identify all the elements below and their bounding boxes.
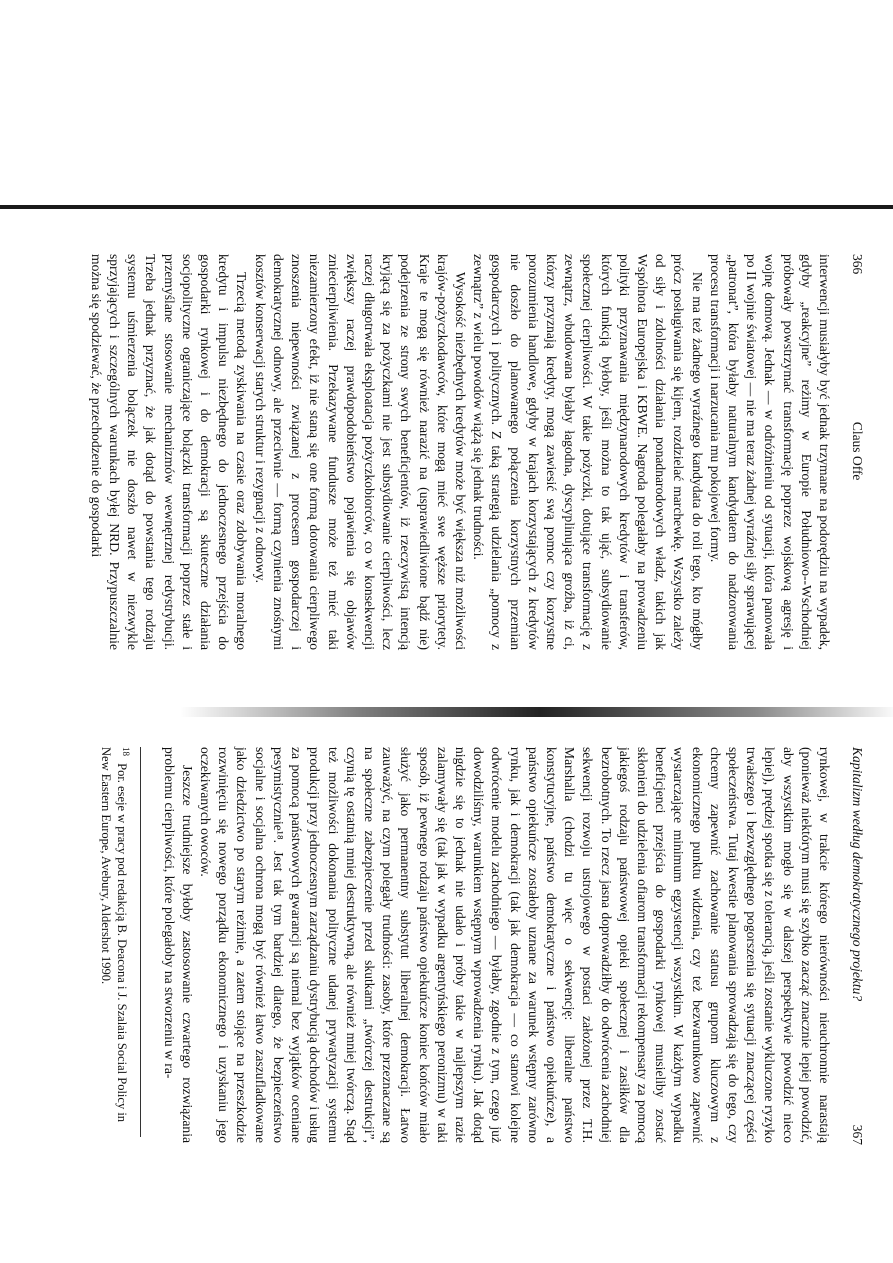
running-head: Claus Offe xyxy=(850,421,865,481)
body-text xyxy=(159,723,833,1163)
footnote-text: Por. eseje w pracy pod redakcją B. Deacona i J. Szalaia Social Policy in New Eastern Europe, Avebury, Aldershot 1990. xyxy=(99,747,130,1123)
paragraph: interwencji musiałyby być jednak trzymane na podorędziu na wypadek, gdyby „reakcyjne” reżimy w Europie Południowo--Wschodniej próbowały powstrzymać transformację poprzez wojskową agresję i wojnę domową. Jednak — w odróżnieniu od sytuacji, która panowała po II wojnie światowej — nie ma teraz żadnej wyraźnej siły sprawującej „patronat”, która byłaby naturalnym kandydatem do nadzorowania procesu transformacji i narzucania mu pokojowej formy. xyxy=(707,254,832,650)
paragraph: Jeszcze trudniejsze byłoby zastosowanie czwartego rozwiązania problemu cierpliwości, które polegałoby na stworzeniu w ra- xyxy=(161,747,195,1143)
paragraph: Trzecią metodą zyskiwania na czasie oraz zdobywania moralnego kredytu i impulsu niezbędnego do jednoczesnego przejścia do gospodarki rynkowej i do demokracji są skuteczne działania socjopolityczne ograniczające bolączki transformacji poprzez stałe i przemyślane stosowanie mechanizmów wewnętrznej redystrybucji. Trzeba jednak przyznać, że jak dotąd do powstania tego rodzaju systemu uśmierzenia bolączek nie doszło nawet w niezwykle sprzyjających i szczególnych warunkach byłej NRD. Przypuszczalnie można się spodziewać, że przechodzenie do gospodarki xyxy=(88,254,250,650)
paragraph: Wysokość niezbędnych kredytów może być większa niż możliwości krajów-pożyczkodawców, które mogą mieć swe węższe priorytety. Kraje te mogą się również narazić na (usprawiedliwione bądź nie) podejrzenia ze strony swych beneficjentów, iż rzeczywistą intencją kryjącą się za pożyczkami nie jest subsydiowanie cierpliwości, lecz raczej długotrwała eksploatacja pożyczkobiorców, co w konsekwencji zwiększy raczej prawdopodobieństwo pojawienia się objawów zniecierpliwienia. Przekazywane fundusze może też mieć taki niezamierzony efekt, iż nie staną się one formą dotowania cierpliwego znoszenia niepewności związanej z procesem gospodarczej i demokratycznej odnowy, ale przeciwnie — formą czynienia znośnymi kosztów konserwacji starych struktur i rezygnacji z odnowy. xyxy=(252,254,468,650)
page-367 xyxy=(65,723,865,1163)
gutter-shadow xyxy=(180,707,893,717)
page-number: 367 xyxy=(850,1124,865,1145)
footnote-mark: 18 xyxy=(121,747,132,756)
page-header xyxy=(843,723,865,1163)
running-head: Kapitalizm według demokratycznego projektu? xyxy=(850,747,865,1002)
footnote xyxy=(98,747,141,1137)
body-text xyxy=(87,230,833,670)
paragraph: Nie ma też żadnego wyraźnego kandydata do roli tego, kto mógłby prócz posługiwania się kijem, rozdzielać marchewkę. Wszystko zależy od siły i zdolności działania ponadnarodowych władz, takich jak Wspólnota Europejska i KBWE. Nagroda polegałaby na prowadzeniu polityki przyznawania międzynarodowych kredytów i transferów, których funkcją byłoby, jeśli można to tak ująć, subsydiowanie społecznej cierpliwości. W takie pożyczki, dotujące transformację z zewnątrz, wbudowana byłaby łagodna, dyscyplinująca groźba, iż ci, którzy przyznają kredyty, mogą zawiesić swą pomoc czy korzystne porozumienia handlowe, gdyby w krajach korzystających z kredytów nie doszło do planowanego połączenia korzystnych przemian gospodarczych i politycznych. Z taką strategią udzielania „pomocy z zewnątrz” z wielu powodów wiążą się jednak trudności. xyxy=(471,254,705,650)
page-366 xyxy=(65,230,865,670)
page-number: 366 xyxy=(850,254,865,275)
scan-edge-line xyxy=(0,205,893,209)
page-header xyxy=(843,230,865,670)
paragraph: rynkowej, w trakcie którego nierówności nieuchronnie narastają (ponieważ niektórym musi się szybko zacząć znacznie lepiej powodzić, aby wszystkim mogło się w dalszej perspektywie powodzić nieco lepiej), prędzej spotka się z tolerancją, jeśli zostanie wykluczone ryzyko trwałszego i bezwzględnego pogorszenia się sytuacji znaczącej części społeczeństwa. Tutaj kwestie planowania sprowadzają się do tego, czy chcemy zapewnić zachowanie statusu grupom kluczowym z ekonomicznego punktu widzenia, czy też bezwarunkowo zapewnić wystarczające minimum egzystencji wszystkim. W każdym wypadku beneficjenci przejścia do gospodarki rynkowej musieliby zostać skłonieni do udzielenia ofiarom transformacji rekompensaty za pomocą jakiegoś rodzaju państwowej opieki społecznej i zasiłków dla bezrobotnych. To rzecz jasna doprowadziłby do odwrócenia zachodniej sekwencji rozwoju ustrojowego w postaci założonej przez T.H. Marshalla (chodzi tu więc o sekwencję: liberalne państwo konstytucyjne, państwo demokratyczne i państwo opiekuńcze), a państwo opiekuńcze zostałoby uznane za warunek wstępny zarówno rynku, jak i demokracji (tak jak demokracja — co stanowi kolejne odwrócenie modelu zachodniego — byłaby, zgodnie z tym, czego już dowodziliśmy, warunkiem wstępnym wprowadzenia rynku). Jak dotąd nigdzie się to jednak nie udało i próby takie w najlepszym razie zalamywały się (tak jak w wypadku argentyńskiego peronizmu) w taki sposób, iż pewnego rodzaju państwo opiekuńcze koniec końców miało służyć jako permanentny substytut liberalnej demokracji. Łatwo zauważyć, na czym polegały trudności: zasoby, które przeznaczane są na społeczne zabezpieczenie przed skutkami „twórczej destrukcji”, czynią tę ostatnią mniej destruktywną, ale również mniej twórczą. Stąd też możliwości dokonania polityczne udanej prywatyzacji systemu produkcji przy jednoczesnym zarządzaniu dystrybucją dochodów i usług za pomocą państwowych gwarancji są niemal bez wyjątków oceniane pesymistycznie¹⁸. Jest tak tym bardziej dlatego, że bezpieczeństwo socjalne i socjalna ochrona mogą być również łatwo zaszufladkowane jako dziedzictwo po starym reżimie, a zatem stojące na przeszkodzie rozwinięciu się nowego porządku ekonomicznego i uzyskaniu jego oczekiwanych owoców. xyxy=(198,747,832,1143)
